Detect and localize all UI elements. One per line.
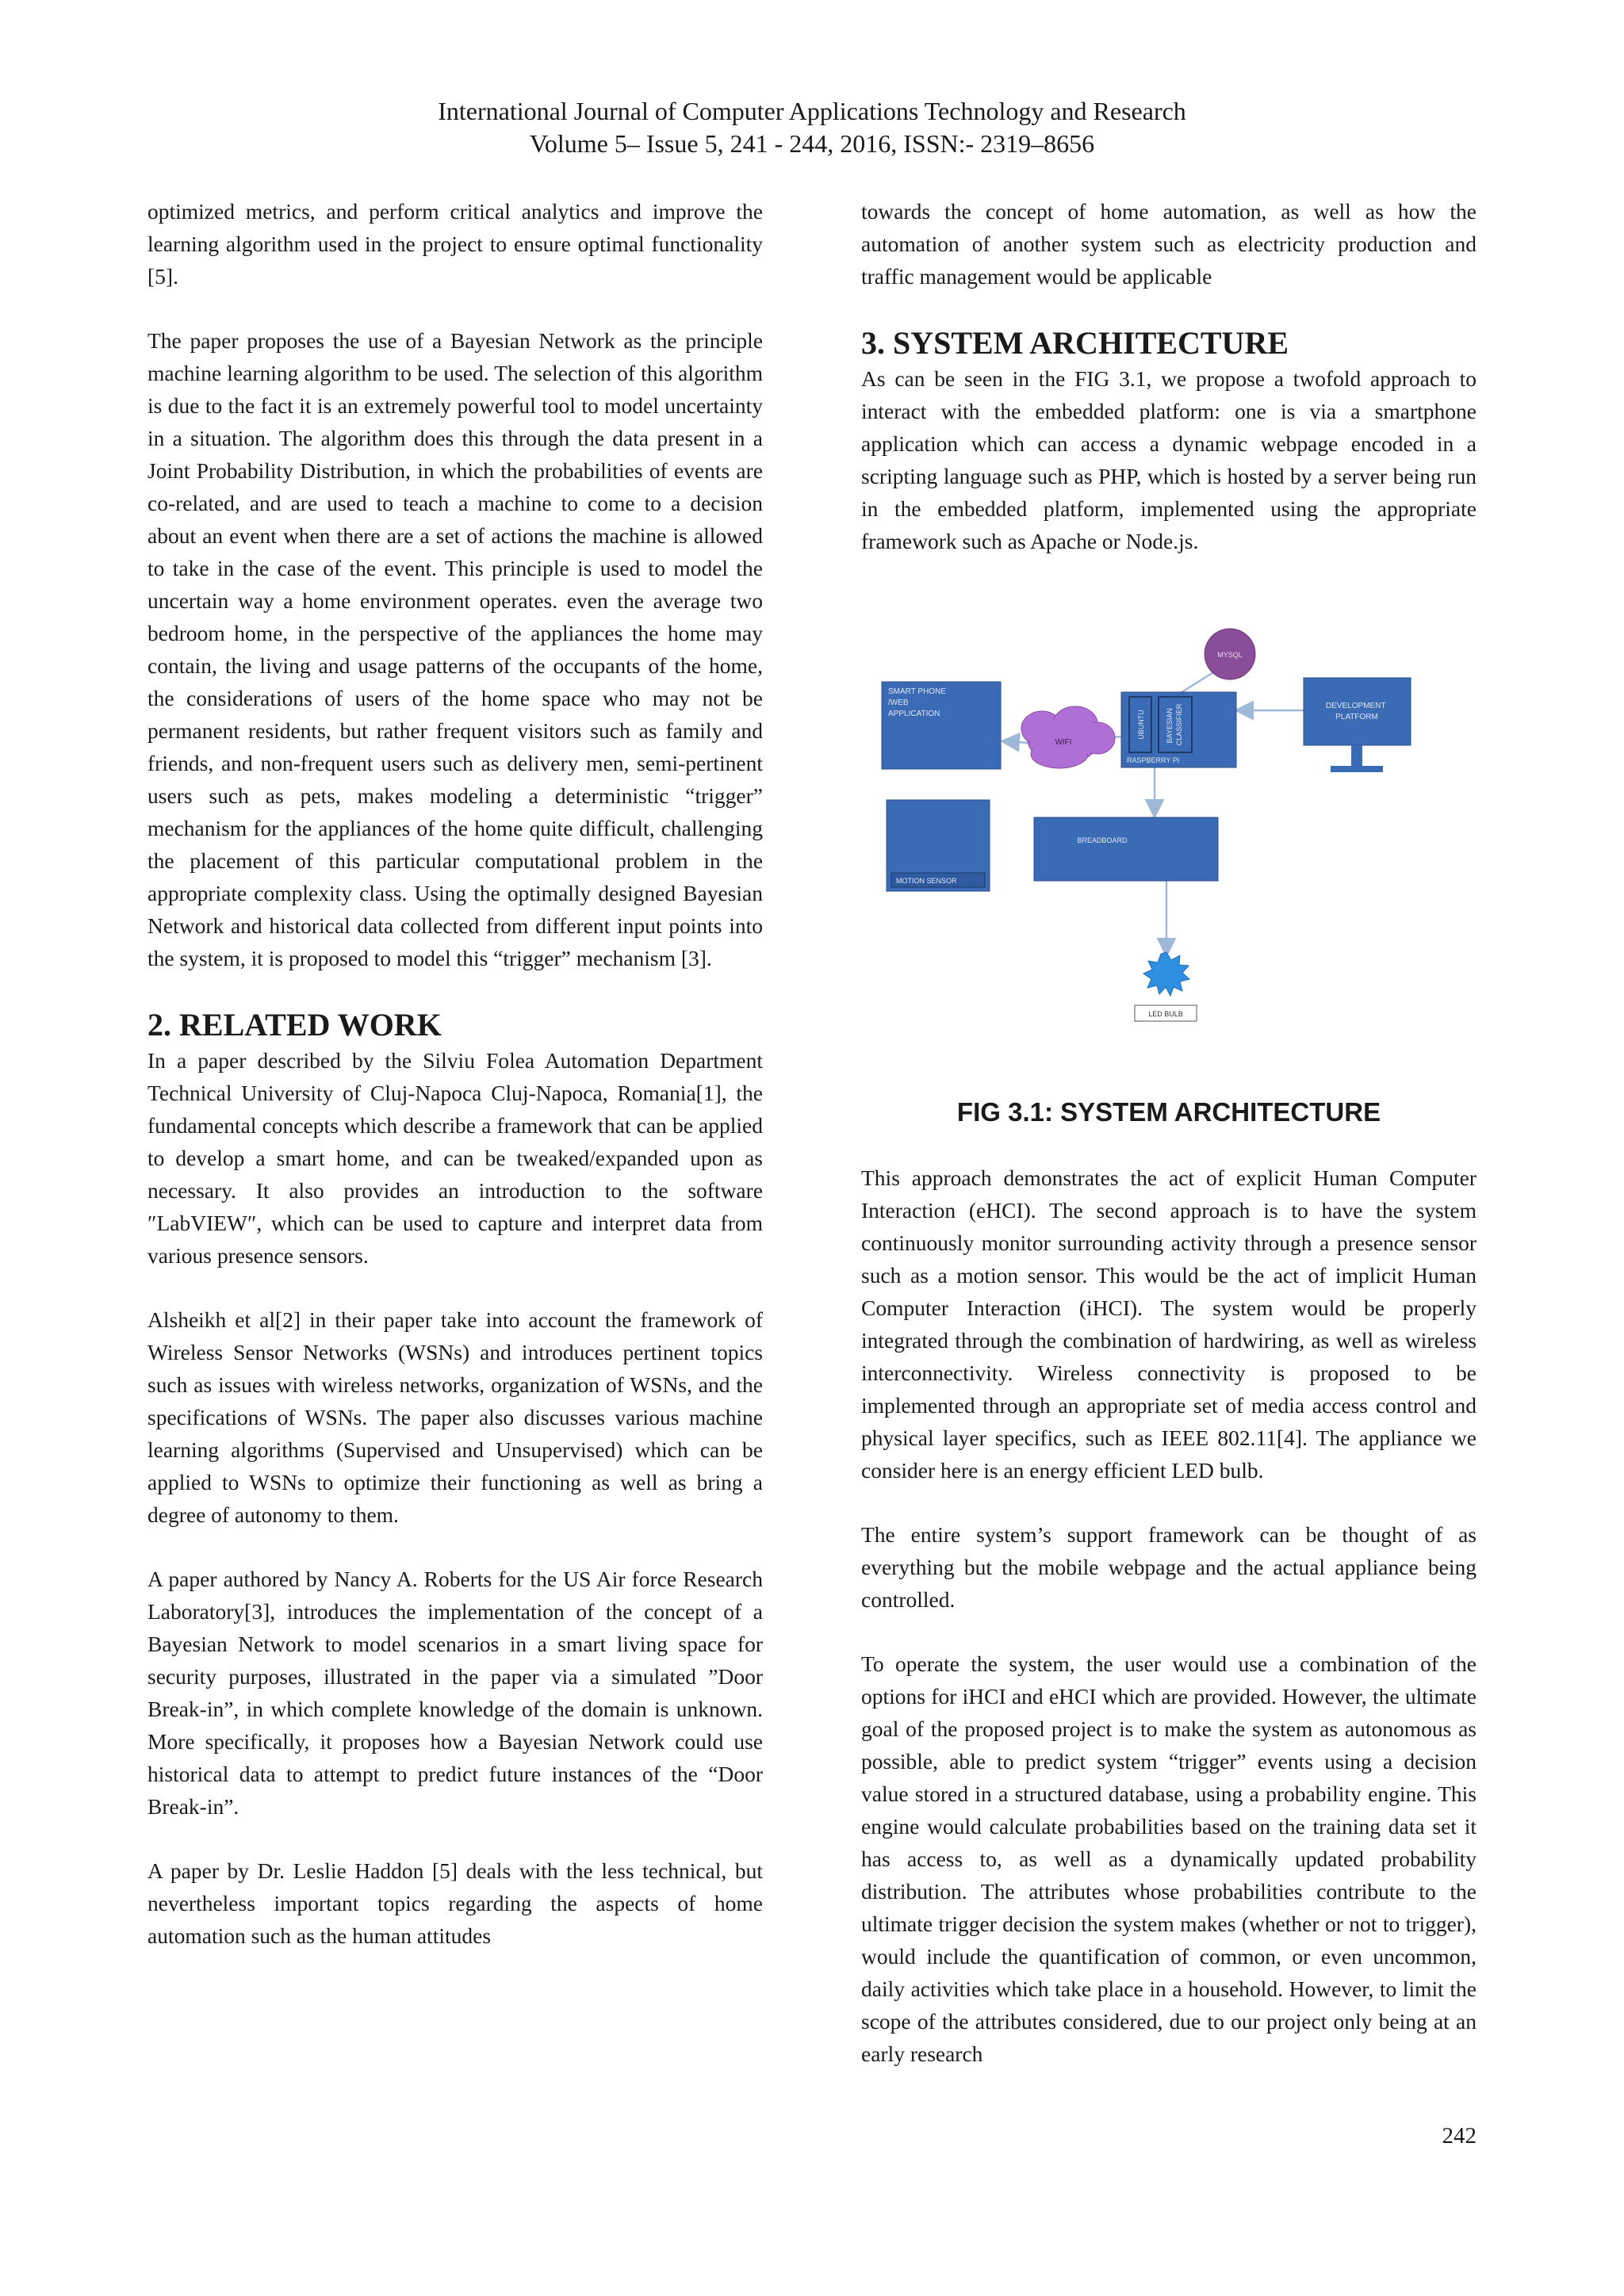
left-paragraph-6: A paper by Dr. Leslie Haddon [5] deals with the less technical, but nevertheless important topics regarding the aspects of home automation such as the human attitudes — [147, 1858, 763, 1948]
right-paragraph-2: As can be seen in the FIG 3.1, we propose a twofold approach to interact with the embedded platform: one is via a smartphone application which can access a dynamic webpage encoded in a scripting language such as PHP, which is hosted by a server being run in the embedded platform, implemented using the appropriate framework such as Apache or Node.js. — [861, 366, 1477, 553]
development-platform-label: DEVELOPMENT PLATFORM — [1325, 702, 1386, 721]
left-paragraph-3: In a paper described by the Silviu Folea Automation Department Technical University of Cluj-Napoca Cluj-Napoca, Romania[1], the fundamental concepts which describe a framework that can be applied to develop a smart home, and can be tweaked/expanded upon as necessary. It also provides an introduction to the software ″LabVIEW″, which can be used to capture and interpret data from various presence sensors. — [147, 1048, 763, 1268]
development-platform-monitor — [1304, 678, 1411, 772]
left-paragraph-2: The paper proposes the use of a Bayesian Network as the principle machine learning algorithm to be used. The selection of this algorithm is due to the fact it is an extremely powerful tool to model uncertainty in a situation. The algorithm does this through the data present in a Joint Probability Distribution, in which the probabilities of events are co-related, and are used to teach a machine to come to a decision about an event when there are a set of actions the machine is allowed to take in the case of the event. This principle is used to model the uncertain way a home environment operates. even the average two bedroom home, in the perspective of the appliances the home may contain, the living and usage patterns of the occupants of the home, the considerations of users of the home space who may not be permanent residents, but rather frequent visitors such as family and friends, and non-frequent users such as delivery men, semi-pertinent users such as pets, makes modeling a deterministic “trigger” mechanism for the appliances of the home quite difficult, challenging the placement of this particular computational problem in the appropriate complexity class. Using the optimally designed Bayesian Network and historical data collected from different input points into the system, it is proposed to model this “trigger” mechanism [3]. — [147, 328, 763, 970]
right-paragraph-4: The entire system’s support framework can be thought of as everything but the mobile webpage and the actual appliance being controlled. — [861, 1522, 1477, 1612]
led-bulb-label: LED BULB — [1148, 1010, 1183, 1018]
system-architecture-figure — [861, 581, 1477, 1089]
right-paragraph-1: towards the concept of home automation, as well as how the automation of another system such as electricity production and traffic management would be applicable — [861, 199, 1477, 289]
page-number: 242 — [1442, 2123, 1477, 2149]
left-paragraph-5: A paper authored by Nancy A. Roberts for the US Air force Research Laboratory[3], introduces the implementation of the concept of a Bayesian Network to model scenarios in a smart living space for security purposes, illustrated in the paper via a simulated ”Door Break-in”, in which complete knowledge of the domain is unknown. More specifically, it proposes how a Bayesian Network could use historical data to attempt to predict future instances of the “Door Break-in”. — [147, 1567, 763, 1819]
wifi-label: WIFI — [1055, 738, 1072, 747]
left-paragraph-1: optimized metrics, and perform critical analytics and improve the learning algorithm used in the project to ensure optimal functionality [5]. — [147, 199, 763, 289]
figure-caption: FIG 3.1: SYSTEM ARCHITECTURE — [956, 1097, 1381, 1127]
right-column — [861, 195, 1477, 2102]
journal-title: International Journal of Computer Applications Technology and Research — [438, 97, 1186, 125]
breadboard-box — [1034, 817, 1218, 881]
mysql-label: MYSQL — [1217, 651, 1243, 659]
architecture-diagram — [861, 581, 1477, 1089]
smartphone-app-label: SMART PHONE /WEB APPLICATION — [888, 687, 946, 718]
section-3-heading: 3. SYSTEM ARCHITECTURE — [861, 325, 1289, 361]
breadboard-label: BREADBOARD — [1077, 836, 1128, 844]
left-column — [147, 195, 763, 1984]
wifi-cloud — [1021, 706, 1115, 768]
left-paragraph-4: Alsheikh et al[2] in their paper take into account the framework of Wireless Sensor Networks (WSNs) and introduces pertinent topics such as issues with wireless networks, organization of WSNs, and the specifications of WSNs. The paper also discusses various machine learning algorithms (Supervised and Unsupervised) which can be applied to WSNs to optimize their functioning as well as bring a degree of autonomy to them. — [147, 1307, 763, 1527]
right-paragraph-5: To operate the system, the user would use a combination of the options for iHCI and eHCI which are provided. However, the ultimate goal of the proposed project is to make the system as autonomous as possible, able to predict system “trigger” events using a decision value stored in a structured database, using a probability engine. This engine would calculate probabilities based on the training data set it has access to, as well as a dynamically updated probability distribution. The attributes whose probabilities contribute to the ultimate trigger decision the system makes (whether or not to trigger), would include the quantification of common, or even uncommon, daily activities which take place in a household. However, to limit the scope of the attributes considered, due to our project only being at an early research — [861, 1651, 1477, 2066]
page-header — [0, 95, 1624, 160]
ubuntu-label: UBUNTU — [1137, 710, 1145, 740]
right-paragraph-3: This approach demonstrates the act of explicit Human Computer Interaction (eHCI). The second approach is to have the system continuously monitor surrounding activity through a presence sensor such as a motion sensor. This would be the act of implicit Human Computer Interaction (iHCI). The system would be properly integrated through the combination of hardwiring, as well as wireless interconnectivity. Wireless connectivity is proposed to be implemented through an appropriate set of media access control and physical layer specifics, such as IEEE 802.11[4]. The appliance we consider here is an energy efficient LED bulb. — [861, 1165, 1477, 1483]
led-bulb-icon — [1143, 952, 1189, 996]
motion-sensor-label: MOTION SENSOR — [896, 877, 957, 885]
raspberry-pi-label: RASPBERRY PI — [1127, 756, 1180, 764]
section-2-heading: 2. RELATED WORK — [147, 1007, 442, 1043]
volume-info: Volume 5– Issue 5, 241 - 244, 2016, ISSN:- 2319–8656 — [529, 129, 1095, 158]
bayesian-classifier-label: BAYESIAN CLASSIFIER — [1166, 703, 1183, 746]
